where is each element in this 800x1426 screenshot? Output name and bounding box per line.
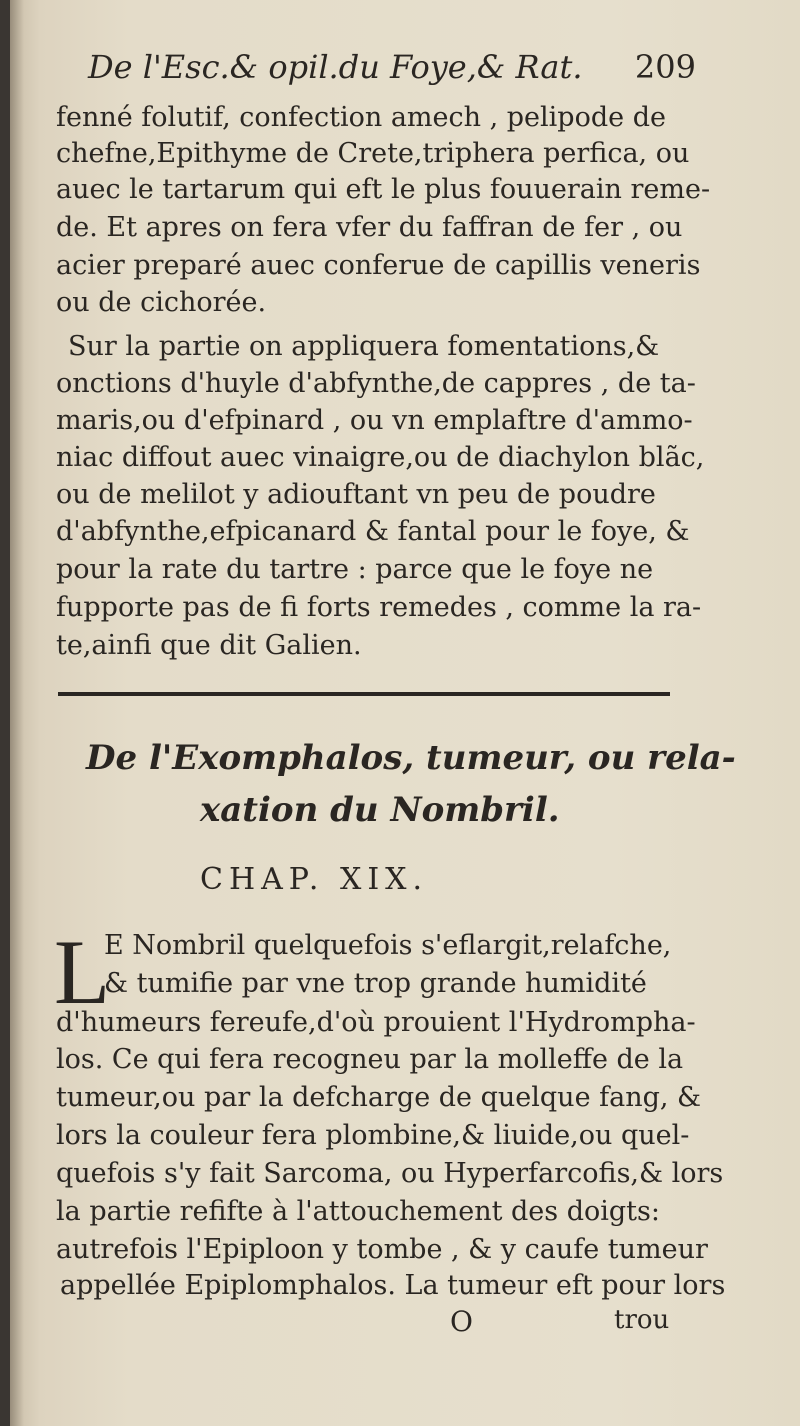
text-line: fupporte pas de fi forts remedes , comme la ra- bbox=[56, 592, 702, 623]
chapter-title-line-2: xation du Nombril. bbox=[200, 790, 560, 830]
text-line: d'humeurs fereufe,d'où prouient l'Hydrompha- bbox=[56, 1007, 696, 1038]
text-line: de. Et apres on fera vfer du faffran de fer , ou bbox=[56, 212, 683, 243]
text-line: ou de cichorée. bbox=[56, 287, 267, 318]
section-divider bbox=[58, 692, 670, 696]
book-page bbox=[10, 0, 800, 1426]
text-line: ou de melilot y adiouftant vn peu de poudre bbox=[56, 479, 656, 510]
drop-cap: L bbox=[54, 921, 111, 1023]
signature-mark: O bbox=[450, 1305, 473, 1338]
text-line: autrefois l'Epiploon y tombe , & y caufe tumeur bbox=[56, 1234, 708, 1265]
text-line: & tumifie par vne trop grande humidité bbox=[104, 968, 647, 999]
text-line: tumeur,ou par la defcharge de quelque fang, & bbox=[56, 1082, 702, 1113]
text-line: fenné folutif, confection amech , pelipode de bbox=[56, 102, 666, 133]
text-line: te,ainfi que dit Galien. bbox=[56, 630, 362, 661]
text-line: los. Ce qui fera recogneu par la molleffe de la bbox=[56, 1044, 684, 1075]
text-line: chefne,Epithyme de Crete,triphera perfica, ou bbox=[56, 138, 690, 169]
text-line: d'abfynthe,efpicanard & fantal pour le foye, & bbox=[56, 516, 690, 547]
text-line: niac diffout auec vinaigre,ou de diachylon blãc, bbox=[56, 442, 705, 473]
text-line: E Nombril quelquefois s'eflargit,relafche, bbox=[104, 930, 672, 961]
catchword: trou bbox=[614, 1305, 670, 1335]
running-header bbox=[88, 40, 696, 100]
text-line: appellée Epiplomphalos. La tumeur eft pour lors bbox=[60, 1270, 726, 1301]
text-line: maris,ou d'efpinard , ou vn emplaftre d'ammo- bbox=[56, 405, 693, 436]
text-line: onctions d'huyle d'abfynthe,de cappres , de ta- bbox=[56, 368, 696, 399]
page-number: 209 bbox=[634, 48, 696, 86]
text-line: lors la couleur fera plombine,& liuide,ou quel- bbox=[56, 1120, 690, 1151]
chapter-title-line-1: De l'Exomphalos, tumeur, ou rela- bbox=[86, 738, 736, 778]
text-line: quefois s'y fait Sarcoma, ou Hyperfarcofis,& lors bbox=[56, 1158, 724, 1189]
text-line: acier preparé auec conferue de capillis veneris bbox=[56, 250, 701, 281]
text-line: pour la rate du tartre : parce que le foye ne bbox=[56, 554, 654, 585]
text-line: Sur la partie on appliquera fomentations,& bbox=[68, 331, 660, 362]
text-line: auec le tartarum qui eft le plus fouuerain reme- bbox=[56, 174, 711, 205]
running-title: De l'Esc.& opil.du Foye,& Rat. bbox=[88, 48, 583, 86]
text-line: la partie refifte à l'attouchement des doigts: bbox=[56, 1196, 660, 1227]
chapter-number: CHAP. XIX. bbox=[200, 862, 429, 897]
